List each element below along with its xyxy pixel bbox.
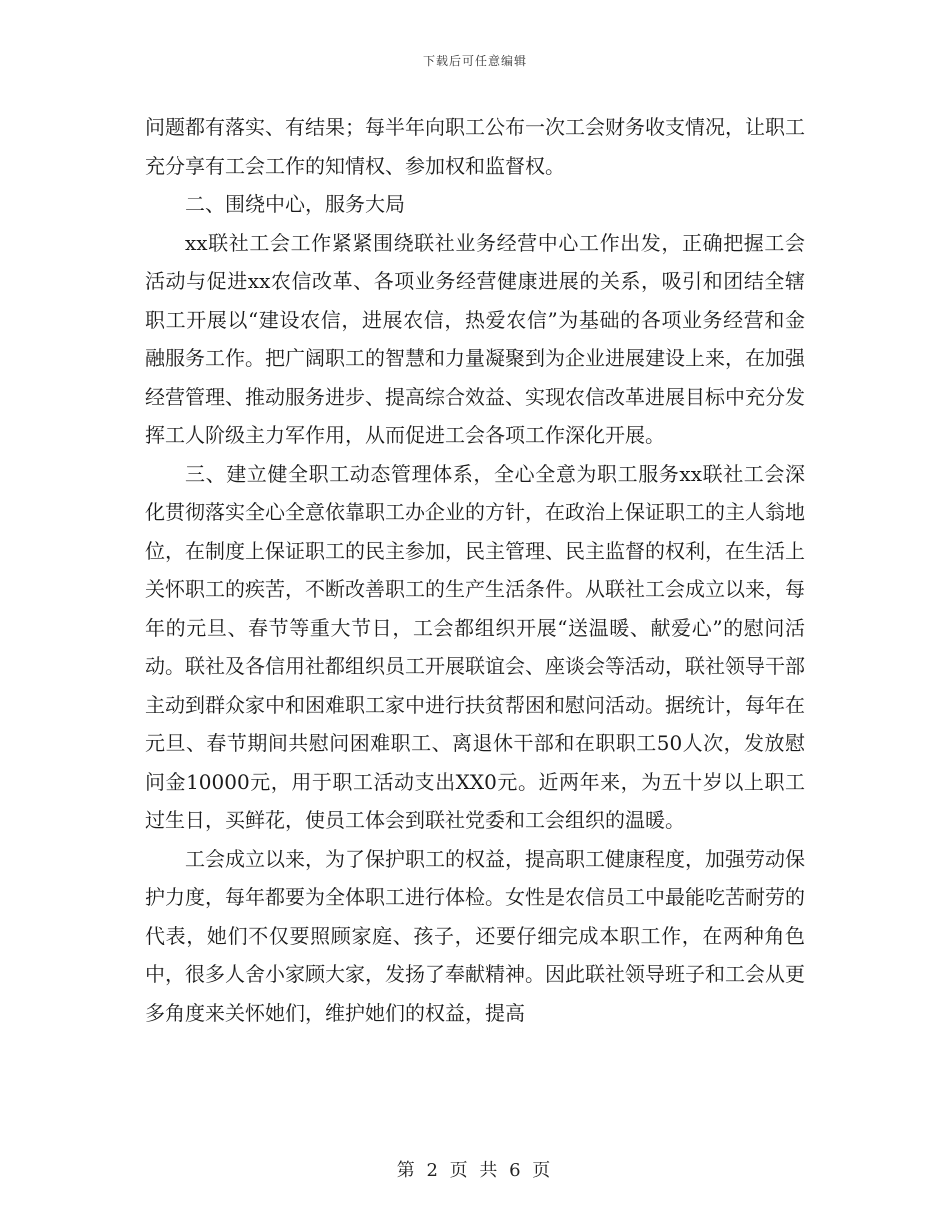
page-header: 下载后可任意编辑 xyxy=(422,54,527,68)
paragraph: 三、建立健全职工动态管理体系，全心全意为职工服务xx联社工会深化贯彻落实全心全意依靠职工办企业的方针，在政治上保证职工的主人翁地位，在制度上保证职工的民主参加，民主管理、民主监督的权利，在生活上关怀职工的疾苦，不断改善职工的生产生活条件。从联社工会成立以来，每年的元旦、春节等重大节日，工会都组织开展“送温暖、献爱心”的慰问活动。联社及各信用社都组织员工开展联谊会、座谈会等活动，联社领导干部主动到群众家中和困难职工家中进行扶贫帮困和慰问活动。据统计，每年在元旦、春节期间共慰问困难职工、离退休干部和在职职工50人次，发放慰问金10000元，用于职工活动支出XX0元。近两年来，为五十岁以上职工过生日，买鲜花，使员工体会到联社党委和工会组织的温暖。 xyxy=(145,461,805,832)
body-text xyxy=(145,108,805,1032)
paragraph: 问题都有落实、有结果；每半年向职工公布一次工会财务收支情况，让职工充分享有工会工作的知情权、参加权和监督权。 xyxy=(145,115,805,178)
paragraph: 工会成立以来，为了保护职工的权益，提高职工健康程度，加强劳动保护力度，每年都要为全体职工进行体检。女性是农信员工中最能吃苦耐劳的代表，她们不仅要照顾家庭、孩子，还要仔细完成本职工作，在两种角色中，很多人舍小家顾大家，发扬了奉献精神。因此联社领导班子和工会从更多角度来关怀她们，维护她们的权益，提高 xyxy=(145,846,805,1025)
page-footer: 第 2 页 共 6 页 xyxy=(396,1160,554,1181)
section-heading: 二、围绕中心，服务大局 xyxy=(185,192,405,216)
paragraph: xx联社工会工作紧紧围绕联社业务经营中心工作出发，正确把握工会活动与促进xx农信改革、各项业务经营健康进展的关系，吸引和团结全辖职工开展以“建设农信，进展农信，热爱农信”为基础的各项业务经营和金融服务工作。把广阔职工的智慧和力量凝聚到为企业进展建设上来，在加强经营管理、推动服务进步、提高综合效益、实现农信改革进展目标中充分发挥工人阶级主力军作用，从而促进工会各项工作深化开展。 xyxy=(145,230,805,447)
